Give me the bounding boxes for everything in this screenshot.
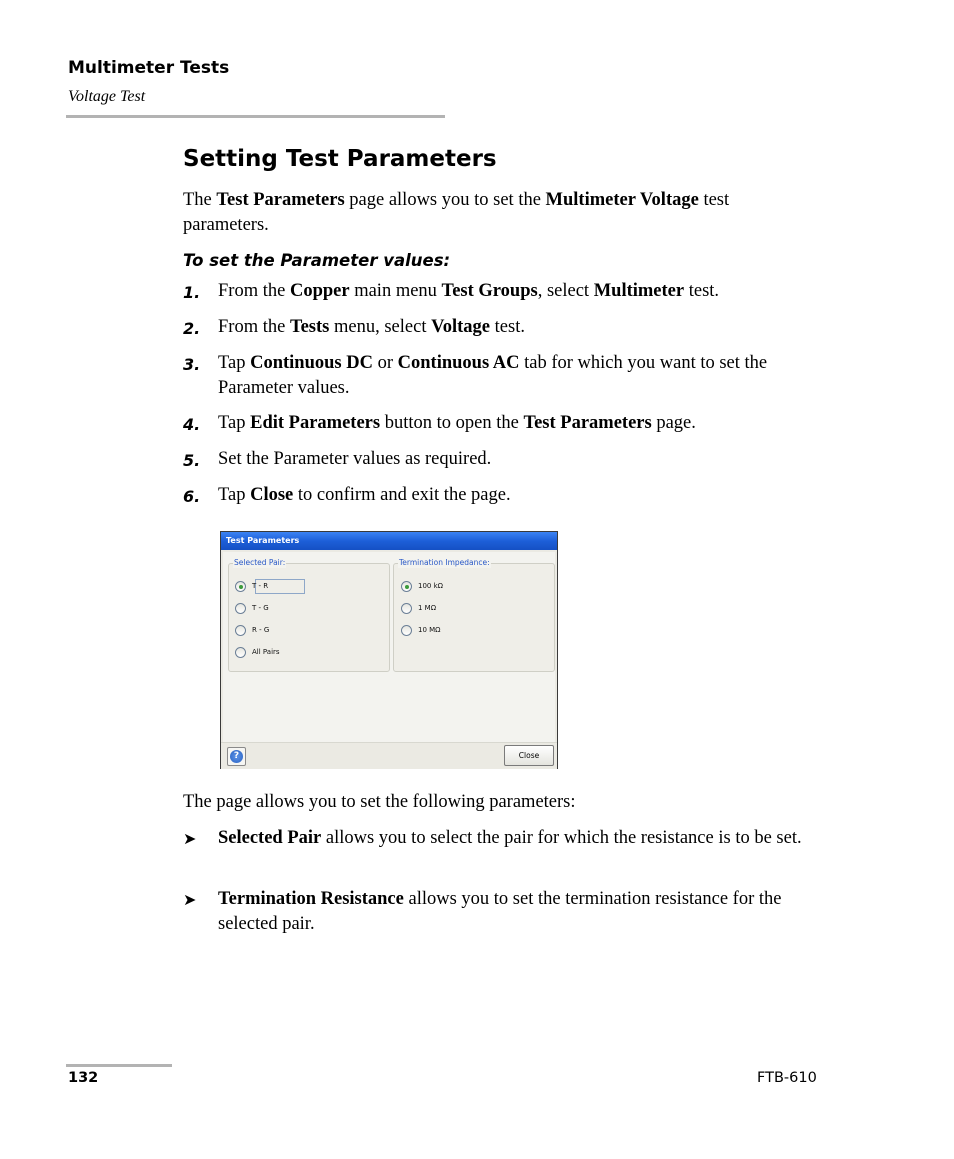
selected-pair-group [228,558,390,672]
step-number: 1. [183,283,201,302]
option-10m-label: 10 MΩ [418,626,441,634]
radio-t-r[interactable] [235,581,246,592]
section-subtitle: Voltage Test [68,88,146,105]
dialog-body [223,552,555,742]
page-number: 132 [68,1070,99,1086]
radio-r-g[interactable] [235,625,246,636]
intro-bold-2: Multimeter Voltage [545,190,699,210]
step-number: 5. [183,451,201,470]
option-all-pairs-label: All Pairs [252,648,280,656]
step-number: 6. [183,487,201,506]
termination-impedance-label: Termination Impedance: [399,558,490,567]
step-text: Tap Continuous DC or Continuous AC tab for which you want to set the Parameter values. [218,353,768,398]
bullet-text: Termination Resistance allows you to set the termination resistance for the selected pair. [218,889,782,934]
intro-text-3: test parameters. [183,190,730,235]
parameters-intro: The page allows you to set the following parameters: [183,792,576,812]
radio-all-pairs[interactable] [235,647,246,658]
dialog-footer [221,742,557,769]
document-id: FTB-610 [757,1070,817,1086]
intro-paragraph [183,188,813,238]
option-r-g-label: R - G [252,626,270,634]
option-t-r-label: T - R [252,582,269,590]
step-text: Tap Edit Parameters button to open the Test Parameters page. [218,413,696,433]
option-1m-label: 1 MΩ [418,604,437,612]
step-text: From the Copper main menu Test Groups, select Multimeter test. [218,281,720,301]
help-icon: ? [230,750,243,763]
intro-text-1: The [183,190,217,210]
radio-100k[interactable] [401,581,412,592]
step-text: Tap Close to confirm and exit the page. [218,485,511,505]
radio-selected-dot [239,585,243,589]
radio-10m[interactable] [401,625,412,636]
radio-t-g[interactable] [235,603,246,614]
option-t-g-label: T - G [252,604,269,612]
option-100k-label: 100 kΩ [418,582,443,590]
intro-text-2: page allows you to set the [344,190,546,210]
step-number: 2. [183,319,201,338]
dialog-title: Test Parameters [221,532,557,550]
step-number: 4. [183,415,201,434]
bullet-text: Selected Pair allows you to select the pair for which the resistance is to be set. [218,828,802,848]
radio-1m[interactable] [401,603,412,614]
radio-selected-dot [405,585,409,589]
step-number: 3. [183,355,201,374]
step-text: From the Tests menu, select Voltage test. [218,317,525,337]
selected-pair-label: Selected Pair: [234,558,286,567]
termination-impedance-group [393,558,555,672]
step-text: Set the Parameter values as required. [218,449,492,469]
chapter-title: Multimeter Tests [68,58,230,78]
header-rule [66,115,445,118]
procedure-title: To set the Parameter values: [183,251,451,270]
close-button[interactable]: Close [504,745,554,766]
test-parameters-dialog [220,531,558,769]
arrow-bullet-icon: ➤ [183,829,197,848]
help-button[interactable] [227,747,246,766]
intro-bold-1: Test Parameters [216,190,345,210]
footer-rule [66,1064,172,1067]
section-title: Setting Test Parameters [183,146,497,172]
arrow-bullet-icon: ➤ [183,890,197,909]
